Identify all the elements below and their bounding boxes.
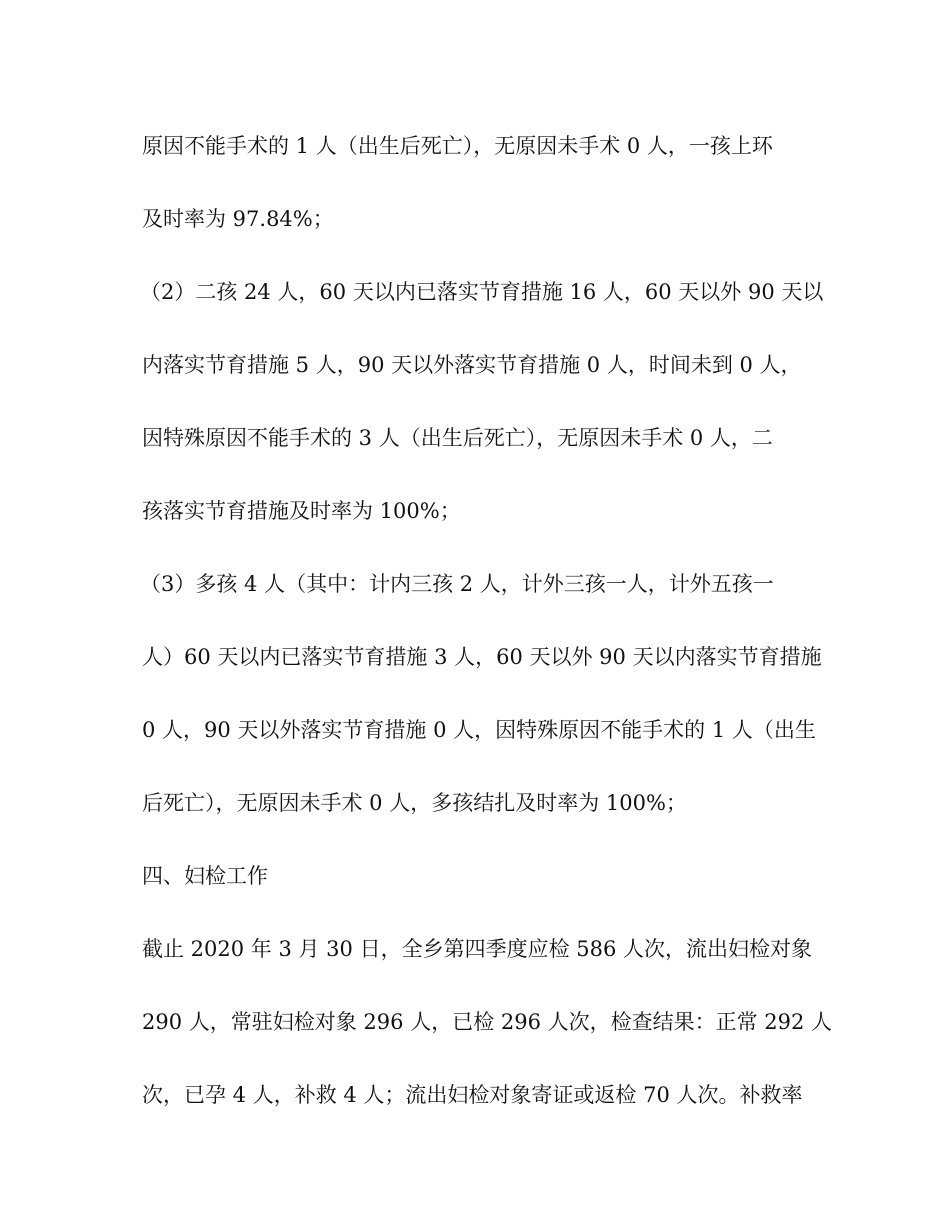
paragraph-line: 截止 2020 年 3 月 30 日，全乡第四季度应检 586 人次，流出妇检对象 [142, 937, 813, 961]
paragraph-line: 次，已孕 4 人，补救 4 人；流出妇检对象寄证或返检 70 人次。补救率 [142, 1083, 803, 1107]
paragraph-line: 后死亡），无原因未手术 0 人，多孩结扎及时率为 100%； [142, 791, 687, 815]
section-heading: 四、妇检工作 [142, 864, 268, 888]
paragraph-line: 及时率为 97.84%； [142, 207, 334, 231]
paragraph-line: 内落实节育措施 5 人，90 天以外落实节育措施 0 人，时间未到 0 人， [142, 353, 802, 377]
paragraph-line: 原因不能手术的 1 人（出生后死亡），无原因未手术 0 人，一孩上环 [142, 134, 773, 158]
paragraph-line: 因特殊原因不能手术的 3 人（出生后死亡），无原因未手术 0 人，二 [142, 426, 773, 450]
paragraph-line: （2）二孩 24 人，60 天以内已落实节育措施 16 人，60 天以外 90 天以 [140, 280, 824, 304]
paragraph-line: 人）60 天以内已落实节育措施 3 人，60 天以外 90 天以内落实节育措施 [142, 645, 822, 669]
paragraph-line: （3）多孩 4 人（其中：计内三孩 2 人，计外三孩一人，计外五孩一 [140, 572, 774, 596]
paragraph-line: 0 人，90 天以外落实节育措施 0 人，因特殊原因不能手术的 1 人（出生 [142, 718, 816, 742]
paragraph-line: 290 人，常驻妇检对象 296 人，已检 296 人次，检查结果：正常 292 人 [142, 1010, 833, 1034]
paragraph-line: 孩落实节育措施及时率为 100%； [142, 499, 461, 523]
